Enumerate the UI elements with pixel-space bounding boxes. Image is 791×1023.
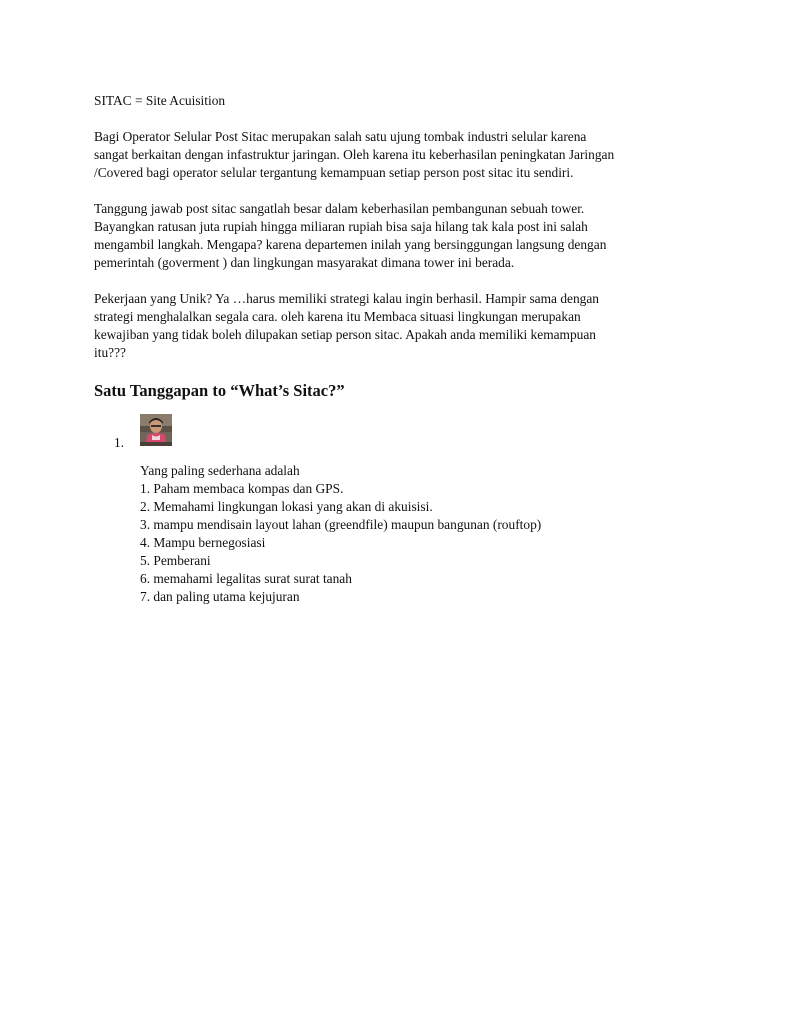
paragraph-3 <box>94 290 714 362</box>
comment-line: 1. Paham membaca kompas dan GPS. <box>140 481 344 496</box>
document-page <box>94 92 714 606</box>
paragraph-line: strategi menghalalkan segala cara. oleh karena itu Membaca situasi lingkungan merupakan <box>94 309 581 324</box>
paragraph-line: Pekerjaan yang Unik? Ya …harus memiliki strategi kalau ingin berhasil. Hampir sama dengan <box>94 291 599 306</box>
comment-item <box>94 414 714 606</box>
comment-line: 3. mampu mendisain layout lahan (greendfile) maupun bangunan (rouftop) <box>140 517 542 532</box>
paragraph-line: pemerintah (goverment ) dan lingkungan masyarakat dimana tower ini berada. <box>94 255 515 270</box>
paragraph-1 <box>94 128 714 182</box>
paragraph-2 <box>94 200 714 272</box>
paragraph-line: Bagi Operator Selular Post Sitac merupakan salah satu ujung tombak industri selular karena <box>94 129 587 144</box>
comment-line: 6. memahami legalitas surat surat tanah <box>140 571 352 586</box>
comment-number: 1. <box>114 435 125 450</box>
paragraph-line: sangat berkaitan dengan infastruktur jaringan. Oleh karena itu keberhasilan peningkatan Jaringan <box>94 147 615 162</box>
comment-line: Yang paling sederhana adalah <box>140 463 300 478</box>
comment-line: 5. Pemberani <box>140 553 211 568</box>
title-text: SITAC = Site Acuisition <box>94 93 226 108</box>
paragraph-line: /Covered bagi operator selular tergantung kemampuan setiap person post sitac itu sendiri. <box>94 165 574 180</box>
comment-line: 4. Mampu bernegosiasi <box>140 535 266 550</box>
avatar-icon[interactable] <box>140 414 172 446</box>
paragraph-line: mengambil langkah. Mengapa? karena departemen inilah yang bersinggungan langsung dengan <box>94 237 607 252</box>
comment-line: 2. Memahami lingkungan lokasi yang akan di akuisisi. <box>140 499 433 514</box>
paragraph-line: Tanggung jawab post sitac sangatlah besar dalam keberhasilan pembangunan sebuah tower. <box>94 201 585 216</box>
comment-line: 7. dan paling utama kejujuran <box>140 589 300 604</box>
paragraph-line: Bayangkan ratusan juta rupiah hingga miliaran rupiah bisa saja hilang tak kala post ini salah <box>94 219 588 234</box>
paragraph-line: itu??? <box>94 345 126 360</box>
comment-body <box>140 462 714 606</box>
paragraph-line: kewajiban yang tidak boleh dilupakan setiap person sitac. Apakah anda memiliki kemampuan <box>94 327 597 342</box>
comments-heading: Satu Tanggapan to “What’s Sitac?” <box>94 381 345 400</box>
title-line <box>94 92 714 110</box>
